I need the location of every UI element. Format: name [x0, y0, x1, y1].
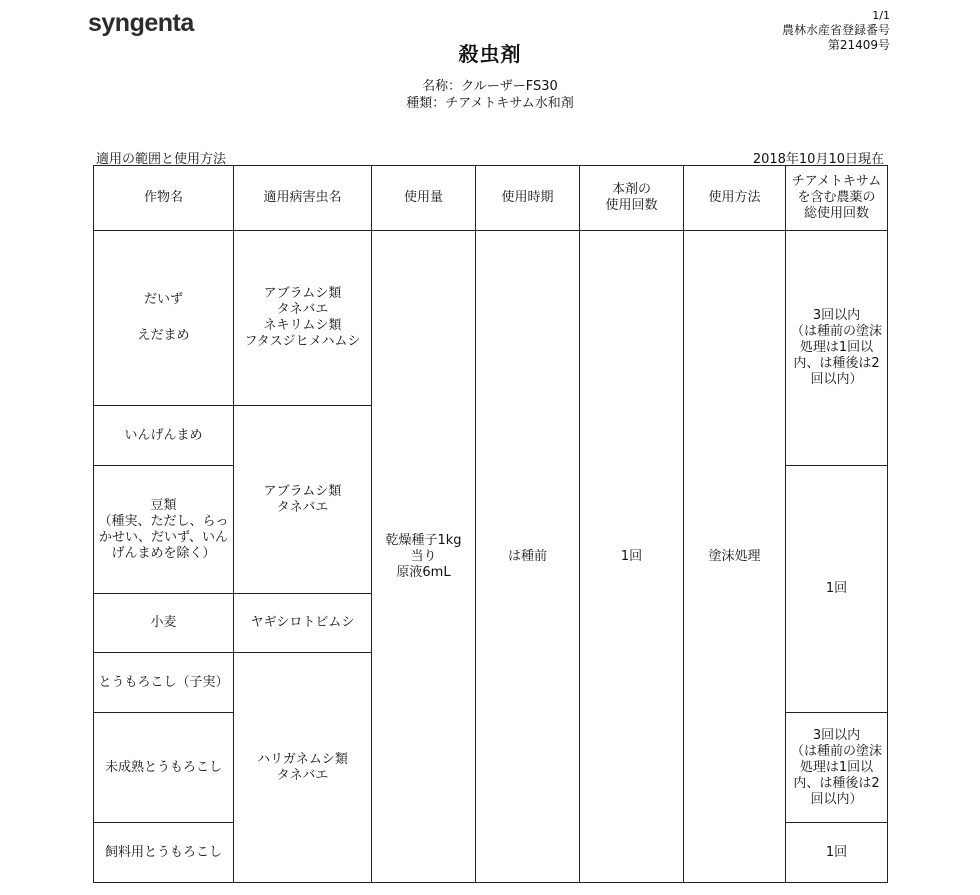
pest-cell: ヤギシロトビムシ: [234, 594, 372, 653]
pest-cell: ハリガネムシ類 タネバエ: [234, 653, 372, 883]
section-label: 適用の範囲と使用方法: [96, 152, 227, 167]
column-header-pest: 適用病害虫名: [234, 166, 372, 231]
pest-cell: アブラムシ類 タネバエ ネキリムシ類 フタスジヒメハムシ: [234, 231, 372, 406]
dosage-cell: 乾燥種子1kg 当り 原液6mL: [372, 231, 476, 883]
registration-number: 農林水産省登録番号 第21409号: [781, 23, 890, 52]
product-info: [0, 78, 980, 112]
timing-cell: は種前: [476, 231, 580, 883]
total-uses-cell: 1回: [786, 823, 888, 883]
syngenta-logo: syngenta: [88, 9, 194, 37]
column-header-dosage: 使用量: [372, 166, 476, 231]
crop-cell: 飼料用とうもろこし: [94, 823, 234, 883]
as-of-date: 2018年10月10日現在: [752, 152, 884, 167]
method-cell: 塗沫処理: [684, 231, 786, 883]
uses-cell: 1回: [580, 231, 684, 883]
column-header-crop: 作物名: [94, 166, 234, 231]
column-header-uses: 本剤の 使用回数: [580, 166, 684, 231]
crop-cell: いんげんまめ: [94, 406, 234, 466]
column-header-timing: 使用時期: [476, 166, 580, 231]
product-name: 名称：クルーザーFS30: [422, 79, 558, 94]
application-table: [93, 165, 888, 883]
total-uses-cell: 1回: [786, 466, 888, 713]
column-header-total-uses: チアメトキサム を含む農薬の 総使用回数: [786, 166, 888, 231]
page-number: 1/1: [872, 9, 890, 22]
total-uses-cell: 3回以内 （は種前の塗沫処理は1回以内、は種後は2回以内）: [786, 713, 888, 823]
total-uses-cell: 3回以内 （は種前の塗沫処理は1回以内、は種後は2回以内）: [786, 231, 888, 466]
crop-cell: 未成熟とうもろこし: [94, 713, 234, 823]
pest-cell: アブラムシ類 タネバエ: [234, 406, 372, 594]
crop-cell: だいず えだまめ: [94, 231, 234, 406]
crop-cell: 小麦: [94, 594, 234, 653]
crop-cell: とうもろこし（子実）: [94, 653, 234, 713]
product-type: 種類：チアメトキサム水和剤: [406, 96, 574, 111]
crop-cell: 豆類 （種実、ただし、らっかせい、だいず、いんげんまめを除く）: [94, 466, 234, 594]
column-header-method: 使用方法: [684, 166, 786, 231]
table-row: [94, 231, 888, 406]
document-title: 殺虫剤: [458, 42, 522, 66]
table-header-row: [94, 166, 888, 231]
